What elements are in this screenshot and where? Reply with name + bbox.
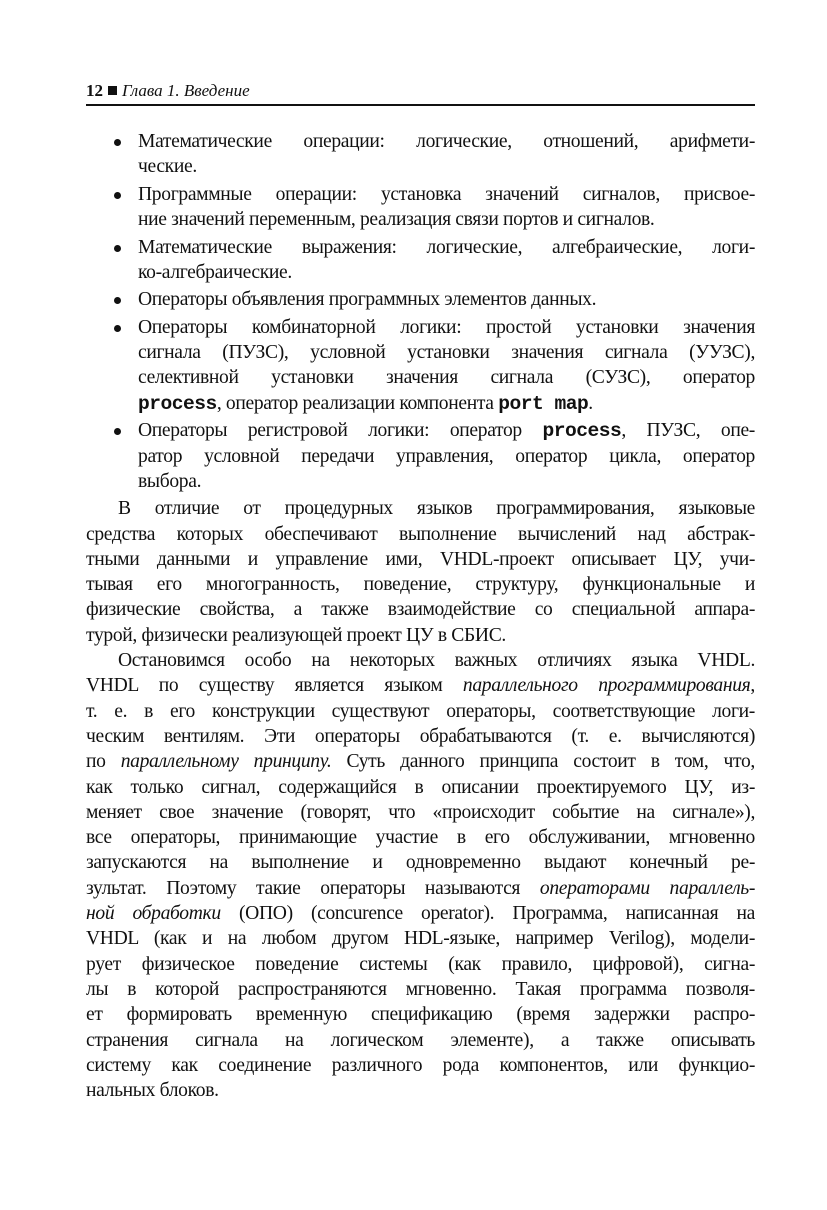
code-keyword: process xyxy=(542,420,622,443)
text-line xyxy=(86,673,755,698)
text-run: нальных блоков. xyxy=(86,1080,219,1102)
text-run: ние значений переменным, реализация связи портов и сигналов. xyxy=(138,209,655,231)
text-line xyxy=(138,182,755,207)
text-run: тными данными и управление ими, VHDL-проект описывает ЦУ, учи- xyxy=(86,548,755,570)
text-line xyxy=(138,315,755,340)
text-line xyxy=(86,522,755,547)
text-line xyxy=(86,648,755,673)
bullet-dot-icon xyxy=(114,297,121,304)
text-line xyxy=(138,340,755,365)
text-line xyxy=(138,391,755,416)
emphasis-text: операторами параллель- xyxy=(539,877,756,899)
emphasis-text: ной обработки xyxy=(86,903,221,925)
text-run: сигнала (ПУЗС), условной установки значения сигнала (УУЗС), xyxy=(138,342,755,364)
text-line xyxy=(86,926,755,951)
text-run: Остановимся особо на некоторых важных отличиях языка VHDL. xyxy=(118,650,755,672)
text-run: зультат. Поэтому такие операторы называются xyxy=(86,877,540,899)
text-run: рует физическое поведение системы (как правило, цифровой), сигна- xyxy=(86,953,755,975)
text-run: ческие. xyxy=(138,156,197,178)
bullet-list-item xyxy=(86,315,755,416)
text-run: ратор условной передачи управления, оператор цикла, оператор xyxy=(138,445,755,467)
text-run: ко-алгебраические. xyxy=(138,261,292,283)
text-run: ет формировать временную спецификацию (время задержки распро- xyxy=(86,1004,755,1026)
text-line xyxy=(138,444,755,469)
bullet-list-item xyxy=(86,235,755,286)
text-line xyxy=(86,952,755,977)
paragraph xyxy=(86,496,755,648)
text-line xyxy=(86,1053,755,1078)
text-line xyxy=(86,1078,755,1103)
text-run: В отличие от процедурных языков программирования, языковые xyxy=(118,498,755,520)
square-bullet-icon xyxy=(108,86,117,95)
text-line xyxy=(86,876,755,901)
bullet-dot-icon xyxy=(114,245,121,252)
page-number: 12 xyxy=(86,81,103,100)
text-run: как только сигнал, содержащийся в описании проектируемого ЦУ, из- xyxy=(86,776,755,798)
text-line xyxy=(138,287,755,312)
text-run: селективной установки значения сигнала (СУЗС), оператор xyxy=(138,367,755,389)
text-run: , ПУЗС, опе- xyxy=(621,420,755,442)
text-line xyxy=(86,749,755,774)
text-run: Операторы регистровой логики: оператор xyxy=(138,420,543,442)
text-run: . xyxy=(588,392,593,414)
text-line xyxy=(138,235,755,260)
text-run: выбора. xyxy=(138,470,202,492)
emphasis-text: параллельному принципу. xyxy=(120,751,332,773)
text-line xyxy=(86,1002,755,1027)
text-run: все операторы, принимающие участие в его обслуживании, мгновенно xyxy=(86,827,755,849)
text-run: запускаются на выполнение и одновременно выдают конечный ре- xyxy=(86,852,755,874)
text-line xyxy=(138,129,755,154)
text-run: (ОПО) (concurence operator). Программа, написанная на xyxy=(220,903,756,925)
code-keyword: process xyxy=(138,392,217,415)
text-run: Операторы комбинаторной логики: простой установки значения xyxy=(138,316,755,338)
text-line xyxy=(86,572,755,597)
bullet-list-item xyxy=(86,182,755,233)
text-line xyxy=(138,154,755,179)
text-run: лы в которой распространяются мгновенно. Такая программа позволя- xyxy=(86,978,755,1000)
bullet-dot-icon xyxy=(114,325,121,332)
text-line xyxy=(86,977,755,1002)
text-run: физические свойства, а также взаимодействие со специальной аппара- xyxy=(86,599,755,621)
bullet-list-item xyxy=(86,129,755,180)
text-line xyxy=(86,724,755,749)
text-run: Операторы объявления программных элементов данных. xyxy=(138,289,597,311)
bullet-dot-icon xyxy=(114,192,121,199)
bullet-list-item xyxy=(86,418,755,494)
text-line xyxy=(86,623,755,648)
text-line xyxy=(138,418,755,443)
page-body xyxy=(86,129,755,1103)
text-run: , оператор реализации компонента xyxy=(216,392,499,414)
text-line xyxy=(86,825,755,850)
text-run: ческим вентилям. Эти операторы обрабатываются (т. е. вычисляются) xyxy=(86,725,755,747)
text-run: странения сигнала на логическом элементе), а также описывать xyxy=(86,1029,755,1051)
text-run: Суть данного принципа состоит в том, что, xyxy=(331,751,755,773)
text-run: тывая его многогранность, поведение, структуру, функциональные и xyxy=(86,574,755,596)
bullet-dot-icon xyxy=(114,428,121,435)
text-run: Математические выражения: логические, алгебраические, логи- xyxy=(138,236,755,258)
text-line xyxy=(138,260,755,285)
text-line xyxy=(86,496,755,521)
chapter-title: Глава 1. Введение xyxy=(122,81,250,100)
text-run: средства которых обеспечивают выполнение вычислений над абстрак- xyxy=(86,523,755,545)
text-line xyxy=(86,699,755,724)
text-run: турой, физически реализующей проект ЦУ в СБИС. xyxy=(86,624,506,646)
text-line xyxy=(86,800,755,825)
paragraph xyxy=(86,648,755,1103)
text-run: Математические операции: логические, отношений, арифмети- xyxy=(138,131,755,152)
text-run: , xyxy=(750,675,755,697)
text-line xyxy=(138,365,755,390)
text-run: систему как соединение различного рода компонентов, или функцио- xyxy=(86,1054,755,1076)
text-run: VHDL по существу является языком xyxy=(86,675,463,697)
running-header xyxy=(86,80,755,106)
text-run: VHDL (как и на любом другом HDL-языке, например Verilog), модели- xyxy=(86,928,755,950)
text-run: т. е. в его конструкции существуют операторы, соответствующие логи- xyxy=(86,700,755,722)
text-line xyxy=(138,469,755,494)
text-line xyxy=(86,597,755,622)
code-keyword: port map xyxy=(498,392,589,415)
text-line xyxy=(86,850,755,875)
text-run: Программные операции: установка значений сигналов, присвое- xyxy=(138,183,755,205)
text-line xyxy=(86,1028,755,1053)
text-line xyxy=(86,901,755,926)
emphasis-text: параллельного программирования xyxy=(462,675,751,697)
bullet-list-item xyxy=(86,287,755,312)
text-run: по xyxy=(86,751,121,773)
bullet-dot-icon xyxy=(114,139,121,146)
text-line xyxy=(138,207,755,232)
text-line xyxy=(86,547,755,572)
text-line xyxy=(86,775,755,800)
text-run: меняет свое значение (говорят, что «происходит событие на сигнале»), xyxy=(86,801,755,823)
